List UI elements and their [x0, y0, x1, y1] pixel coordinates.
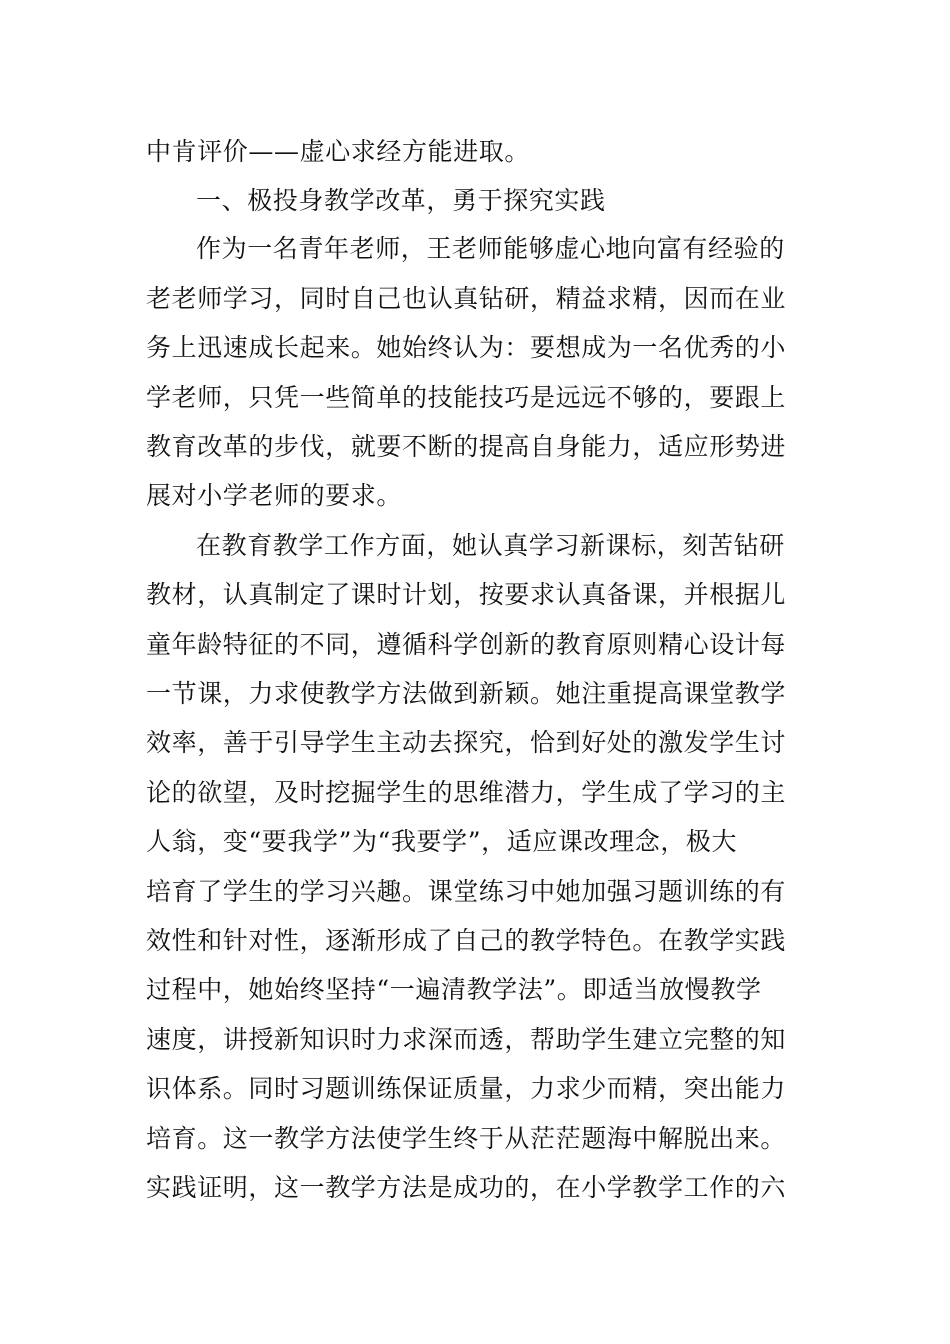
text-line: 在教育教学工作方面，她认真学习新课标，刻苦钻研	[196, 531, 785, 560]
text-line: 速度，讲授新知识时力求深而透，帮助学生建立完整的知	[146, 1025, 787, 1054]
text-line: 论的欲望，及时挖掘学生的思维潜力，学生成了学习的主	[146, 778, 787, 807]
text-line: 展对小学老师的要求。	[146, 481, 403, 510]
text-line: 效率，善于引导学生主动去探究，恰到好处的激发学生讨	[146, 728, 787, 757]
text-line: 作为一名青年老师，王老师能够虚心地向富有经验的	[196, 234, 785, 263]
text-line: 中肯评价——虚心求经方能进取。	[146, 137, 531, 166]
text-line: 教材，认真制定了课时计划，按要求认真备课，并根据儿	[146, 580, 787, 609]
text-line: 过程中，她始终坚持“一遍清教学法”。即适当放慢教学	[146, 975, 762, 1004]
text-line: 一节课，力求使教学方法做到新颖。她注重提高课堂教学	[146, 679, 787, 708]
text-line: 人翁，变“要我学”为“我要学”，适应课改理念，极大	[146, 827, 738, 856]
text-line: 学老师，只凭一些简单的技能技巧是远远不够的，要跟上	[146, 383, 787, 412]
text-line: 实践证明，这一教学方法是成功的，在小学教学工作的六	[146, 1173, 787, 1202]
text-line: 识体系。同时习题训练保证质量，力求少而精，突出能力	[146, 1074, 787, 1103]
section-heading: 一、极投身教学改革，勇于探究实践	[196, 186, 606, 215]
text-line: 老老师学习，同时自己也认真钻研，精益求精，因而在业	[146, 284, 787, 313]
text-line: 培育。这一教学方法使学生终于从茫茫题海中解脱出来。	[146, 1124, 787, 1153]
text-line: 效性和针对性，逐渐形成了自己的教学特色。在教学实践	[146, 926, 787, 955]
text-line: 教育改革的步伐，就要不断的提高自身能力，适应形势进	[146, 432, 787, 461]
text-line: 务上迅速成长起来。她始终认为：要想成为一名优秀的小	[146, 333, 787, 362]
text-line: 童年龄特征的不同，遵循科学创新的教育原则精心设计每	[146, 630, 787, 659]
text-line: 培育了学生的学习兴趣。课堂练习中她加强习题训练的有	[146, 877, 787, 906]
